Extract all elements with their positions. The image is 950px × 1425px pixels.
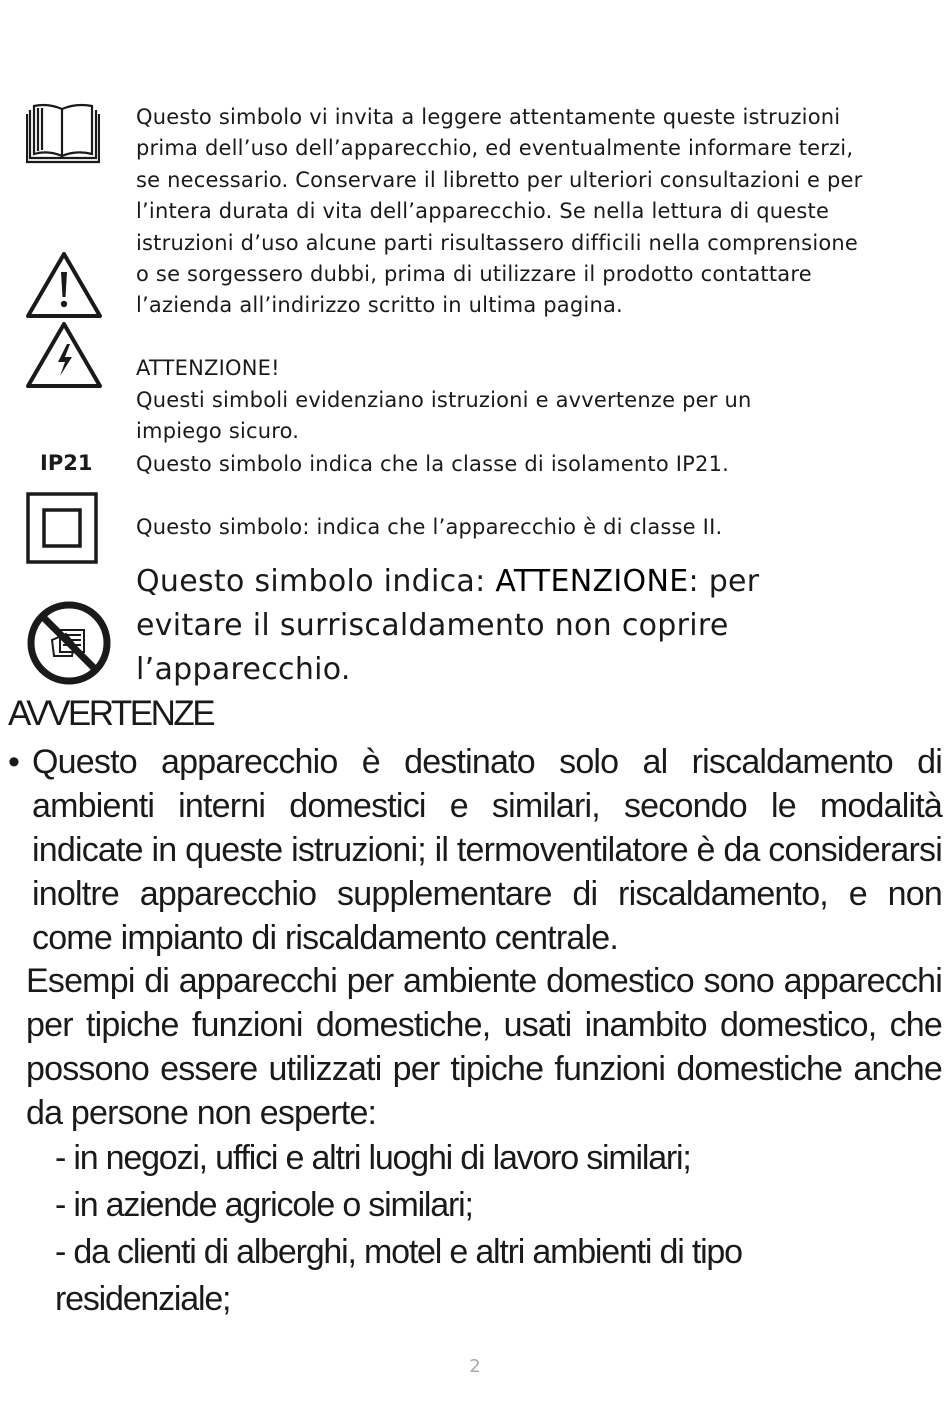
examples-paragraph: Esempi di apparecchi per ambiente domestico sono apparecchi per tipiche funzioni domestiche, usati inambito domestico, che possono essere utilizzati per tipiche funzioni domestiche anche da persone non esperte: [26, 962, 942, 1132]
class-ii-description: Questo simbolo: indica che l’apparecchio è di classe II. [136, 515, 723, 539]
do-not-cover-icon [26, 600, 112, 686]
ip21-label: IP21 [40, 451, 93, 475]
class-ii-icon [26, 492, 98, 564]
attention-strong: ATTENZIONE [495, 564, 689, 599]
section-heading: AVVERTENZE [8, 694, 214, 733]
book-symbol-description: Questo simbolo vi invita a leggere attentamente queste istruzioni prima dell’uso dell’apparecchio, ed eventualmente informare terzi, se necessario. Conservare il libretto per ulteriori consultazioni e per l’intera durata di vita dell’apparecchio. Se nella lettura di queste istruzioni d’uso alcune parti risultassero difficili nella comprensione o se sorgessero dubbi, prima di utilizzare il prodotto contattare l’azienda all’indirizzo scritto in ultima pagina. [136, 105, 863, 318]
attention-label: ATTENZIONE! [136, 356, 280, 380]
list-item: - in negozi, uffici e altri luoghi di lavoro similari; [55, 1139, 691, 1177]
bullet-marker: • [8, 743, 20, 781]
list-item: - da clienti di alberghi, motel e altri ambienti di tipo [55, 1233, 742, 1271]
bullet-paragraph: Questo apparecchio è destinato solo al riscaldamento di ambienti interni domestici e similari, secondo le modalità indicate in queste istruzioni; il termoventilatore è da considerarsi inoltre apparecchio supplementare di riscaldamento, e non come impianto di riscaldamento centrale. [32, 743, 942, 957]
warning-symbols-description: Questi simboli evidenziano istruzioni e avvertenze per un impiego sicuro. [136, 388, 752, 444]
ip21-description: Questo simbolo indica che la classe di isolamento IP21. [136, 452, 730, 476]
book-icon [26, 102, 100, 166]
warning-triangle-icon [25, 250, 103, 320]
list-item: residenziale; [55, 1280, 231, 1318]
electric-hazard-icon [25, 320, 103, 390]
do-not-cover-description: Questo simbolo indica: ATTENZIONE: per evitare il surriscaldamento non coprire l’apparecchio. [136, 564, 760, 687]
page-number: 2 [469, 1356, 481, 1377]
list-item: - in aziende agricole o similari; [55, 1186, 473, 1224]
